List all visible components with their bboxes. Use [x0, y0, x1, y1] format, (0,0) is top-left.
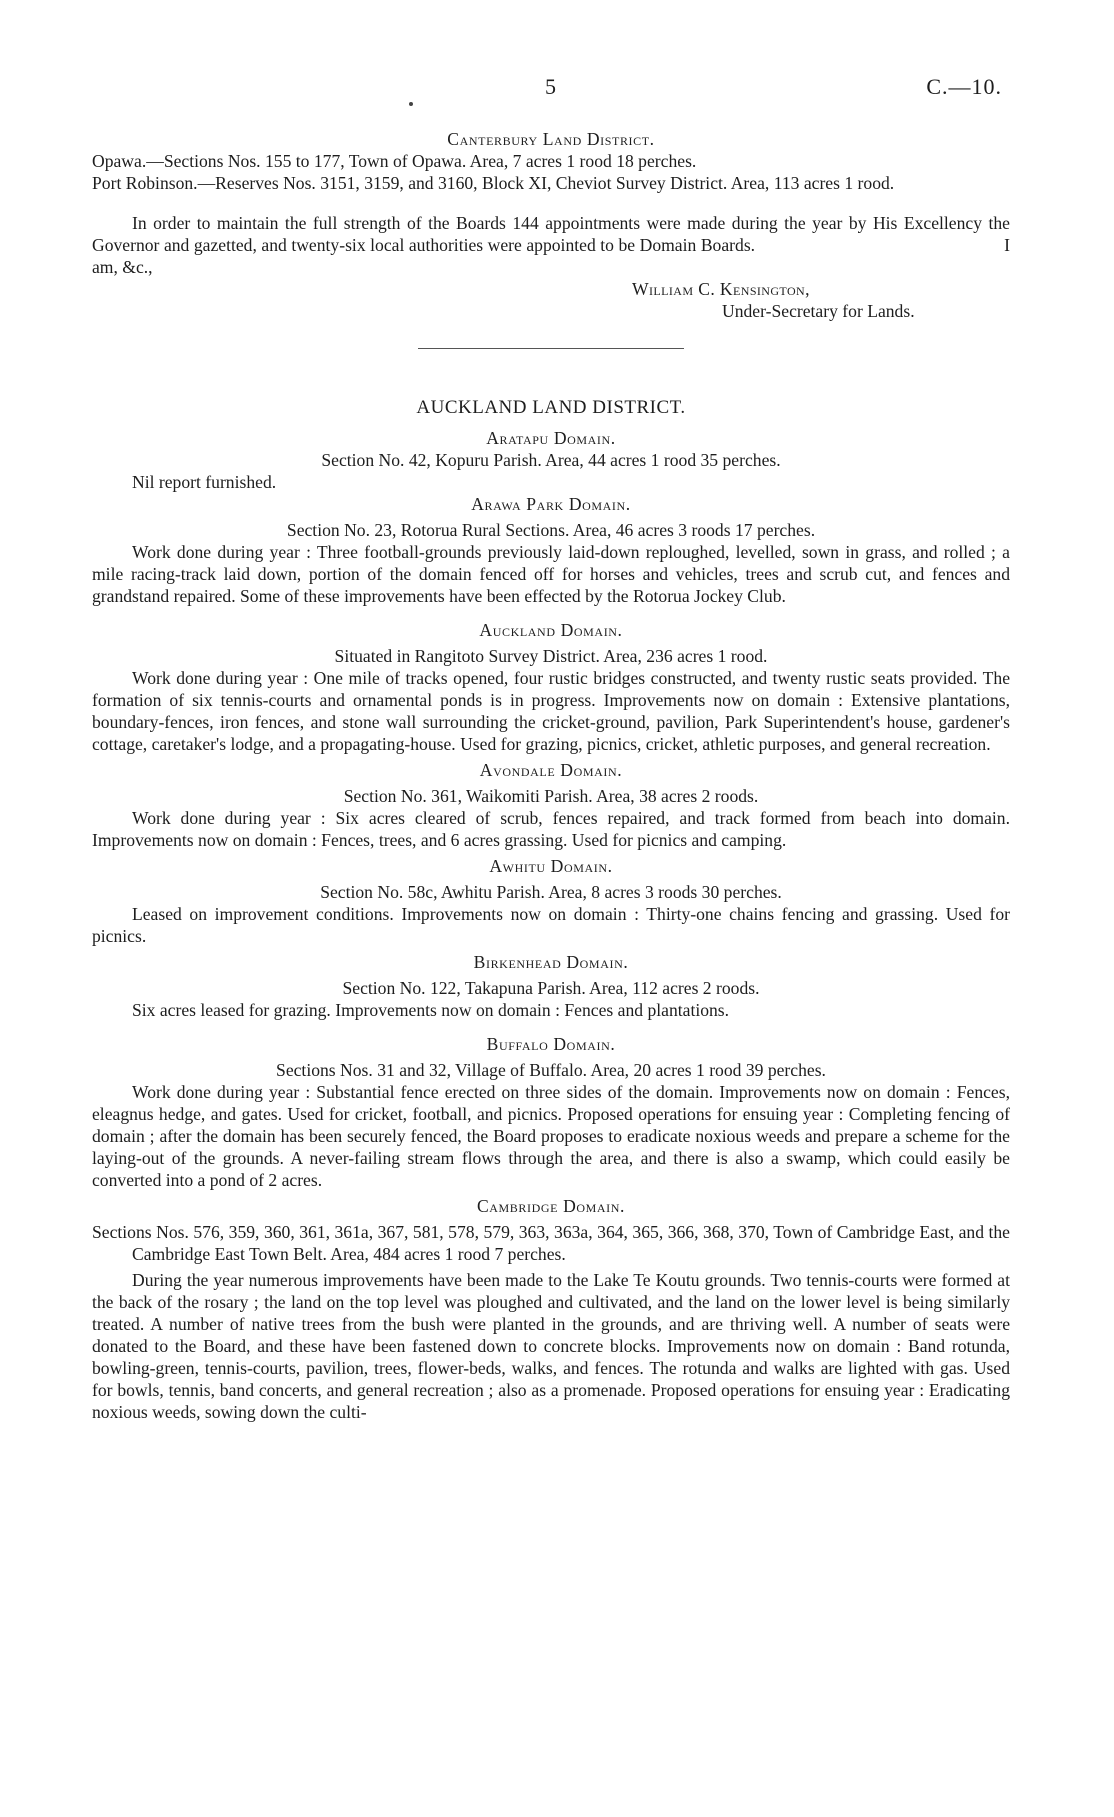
domain-heading: Arawa Park Domain. [471, 494, 631, 514]
domain-text: Six acres leased for grazing. Improvements now on domain : Fences and plantations. [132, 1000, 730, 1020]
auckland-district-heading: AUCKLAND LAND DISTRICT. [416, 397, 686, 418]
domain-heading: Birkenhead Domain. [473, 952, 629, 972]
document-series: C.—10. [926, 74, 1002, 99]
domain-heading: Awhitu Domain. [489, 856, 613, 876]
domain-text: Work done during year : Substantial fence erected on three sides of the domain. Improvements now on domain : Fences, eleagnus hedge, and gates. Used for cricket, football, and picnics. Proposed operations for ensuing year : Completing fencing of domain ; after the domain has been securely fenced, the Board proposes to eradicate noxious weeds and prepare a scheme for the laying-out of the grounds. A never-failing stream flows through the area, and there is also a swamp, which could easily be converted into a pond of 2 acres. [92, 1082, 1010, 1190]
signature-name: William C. Kensington, [632, 279, 810, 299]
domain-section-line: Section No. 122, Takapuna Parish. Area, 112 acres 2 roods. [342, 978, 760, 998]
domain-text: Nil report furnished. [132, 472, 277, 492]
ink-dot [409, 102, 413, 106]
domain-section-line: Section No. 361, Waikomiti Parish. Area, 38 acres 2 roods. [343, 786, 759, 806]
domain-text: During the year numerous improvements have been made to the Lake Te Koutu grounds. Two tennis-courts were formed at the back of the rosary ; the land on the top level was ploughed and cultivated, and the land on the lower level is being similarly treated. A number of native trees from the bush were planted in the grounds, and are thriving well. A number of seats were donated to the Board, and these have been fastened down to concrete blocks. Improvements now on domain : Band rotunda, bowling-green, tennis-courts, pavilion, trees, flower-beds, walks, and fences. The rotunda and walks are lighted with gas. Used for bowls, tennis, band concerts, and general recreation ; also as a promenade. Proposed operations for ensuing year : Eradicating noxious weeds, sowing down the culti- [92, 1270, 1010, 1422]
page-number: 5 [545, 74, 556, 99]
domain-section-line: Section No. 58c, Awhitu Parish. Area, 8 acres 3 roods 30 perches. [320, 882, 782, 902]
domain-section-line: Situated in Rangitoto Survey District. Area, 236 acres 1 rood. [334, 646, 768, 666]
domain-heading: Avondale Domain. [479, 760, 623, 780]
canterbury-section [92, 128, 1010, 322]
document-page [92, 0, 1010, 1423]
domain-heading: Cambridge Domain. [476, 1196, 626, 1216]
domain-text: Leased on improvement conditions. Improvements now on domain : Thirty-one chains fencing and grassing. Used for picnics. [92, 904, 1010, 946]
domain-heading: Aratapu Domain. [486, 428, 616, 448]
domain-text: Work done during year : Six acres cleared of scrub, fences repaired, and track formed from beach into domain. Improvements now on domain : Fences, trees, and 6 acres grassing. Used for picnics and camping. [92, 808, 1010, 850]
canterbury-entry-port-robinson: Port Robinson.—Reserves Nos. 3151, 3159, and 3160, Block XI, Cheviot Survey District. Area, 113 acres 1 rood. [92, 173, 895, 193]
canterbury-entry-opawa: Opawa.—Sections Nos. 155 to 177, Town of Opawa. Area, 7 acres 1 rood 18 perches. [92, 151, 697, 171]
canterbury-heading: Canterbury Land District. [447, 129, 655, 149]
domain-section-line: Section No. 42, Kopuru Parish. Area, 44 acres 1 rood 35 perches. [321, 450, 781, 470]
auckland-section [92, 397, 1010, 1423]
domain-heading: Buffalo Domain. [486, 1034, 616, 1054]
signature-title: Under-Secretary for Lands. [722, 301, 915, 321]
domain-heading: Auckland Domain. [479, 620, 623, 640]
domain-section-line: Sections Nos. 31 and 32, Village of Buffalo. Area, 20 acres 1 rood 39 perches. [276, 1060, 826, 1080]
canterbury-paragraph: In order to maintain the full strength of the Boards 144 appointments were made during the year by His Excellency the Governor and gazetted, and twenty-six local authorities were appointed to be Domain Boards. I am, &c., [92, 213, 1010, 277]
domain-text: Work done during year : One mile of tracks opened, four rustic bridges constructed, and twenty rustic seats provided. The formation of six tennis-courts and ornamental ponds is in progress. Improvements now on domain : Extensive plantations, boundary-fences, iron fences, and stone wall surrounding the cricket-ground, pavilion, Park Superintendent's house, gardener's cottage, caretaker's lodge, and a propagating-house. Used for grazing, picnics, cricket, athletic purposes, and general recreation. [92, 668, 1010, 754]
page-header [92, 0, 1010, 132]
domain-section-line: Section No. 23, Rotorua Rural Sections. Area, 46 acres 3 roods 17 perches. [286, 520, 816, 540]
domain-section-line: Sections Nos. 576, 359, 360, 361, 361a, 367, 581, 578, 579, 363, 363a, 364, 365, 366, 368, 370, Town of Cambridge East, and the Cambridge East Town Belt. Area, 484 acres 1 rood 7 perches. [92, 1222, 1010, 1264]
closing: I am, &c., [92, 235, 1010, 277]
domain-text: Work done during year : Three football-grounds previously laid-down reploughed, levelled, sown in grass, and rolled ; a mile racing-track laid down, portion of the domain fenced off for horses and vehicles, trees and scrub cut, and fences and grandstand repaired. Some of these improvements have been effected by the Rotorua Jockey Club. [92, 542, 1010, 606]
